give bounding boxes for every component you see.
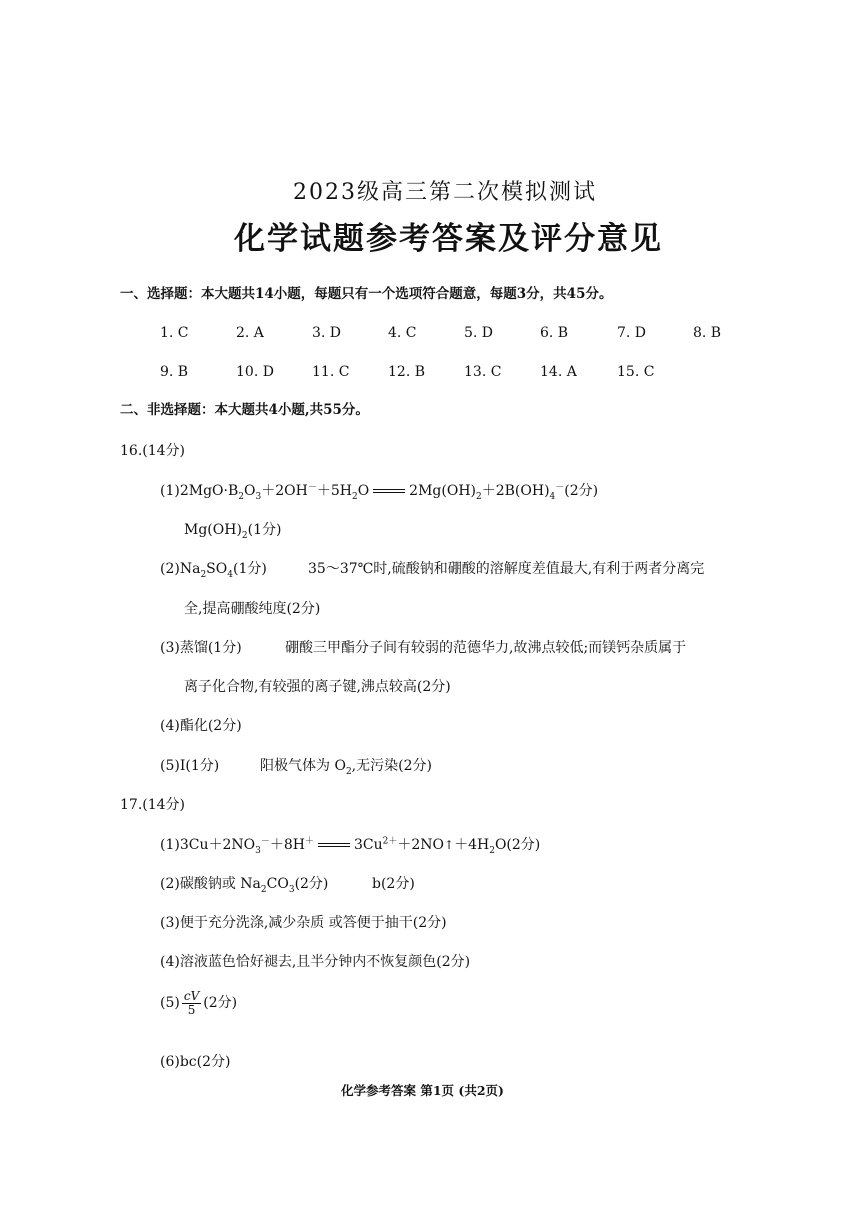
q17-part4: (4)溶液蓝色恰好褪去,且半分钟内不恢复颜色(2分) <box>160 954 471 970</box>
q16-label: 16.(14分) <box>120 443 186 459</box>
q17-p1-mid: ＋8H <box>269 837 305 853</box>
answers-row-1 <box>0 326 868 342</box>
q17-part2-b: b(2分) <box>372 876 415 892</box>
q16-p1-mid: B <box>227 483 239 499</box>
answer-item: 6. B <box>540 325 569 341</box>
q16-part1b: $Mg(OH)_2(1$分) <box>184 522 282 541</box>
answer-item: 15. C <box>617 364 655 380</box>
q17-p1-prefix: (1)3Cu＋2NO <box>160 837 256 853</box>
q16-p1-tail: 2Mg(OH) <box>409 483 476 499</box>
q17-part2: (2)碳酸钠或 $Na_2CO_3(2$分) <box>160 876 329 895</box>
answer-item: 14. A <box>540 364 577 380</box>
q17-p1-tail: 3Cu <box>354 837 383 853</box>
exam-title: 2023级高三第二次模拟测试 <box>293 180 597 205</box>
q16-part5: (5)I(1分) <box>160 758 220 774</box>
q17-p1-suffix: ＋4H <box>454 837 490 853</box>
reaction-sign <box>318 843 350 847</box>
answer-item: 4. C <box>388 325 417 341</box>
page-footer: 化学参考答案 第1页 (共2页) <box>341 1083 504 1098</box>
q16-part3-reason: 硼酸三甲酯分子间有较弱的范德华力,故沸点较低;而镁钙杂质属于 <box>285 640 687 656</box>
q16-p5-tail: ,无污染(2分) <box>351 758 432 774</box>
q17-part3: (3)便于充分洗涤,减少杂质 或答便于抽干(2分) <box>160 915 447 931</box>
section1-heading: 一、选择题：本大题共14小题，每题只有一个选项符合题意，每题3分，共45分。 <box>120 286 613 302</box>
q17-label: 17.(14分) <box>120 797 186 813</box>
answer-item: 1. C <box>160 325 189 341</box>
section2-heading: 二、非选择题：本大题共4小题,共55分。 <box>120 402 369 418</box>
q17-p2-score: (2分) <box>294 876 329 892</box>
q17-p5-suffix: (2分) <box>203 995 238 1012</box>
answer-item: 7. D <box>617 325 647 341</box>
q16-part1: $(1)2MgO\cdot B_2O_3+2OH^-+5H_2O$ $2Mg(OH)_2+2B(OH)_4^-(2$分) <box>160 482 599 502</box>
answer-item: 8. B <box>693 325 722 341</box>
answer-item: 9. B <box>160 364 189 380</box>
q16-part3: (3)蒸馏(1分) <box>160 640 242 656</box>
document-title: 化学试题参考答案及评分意见 <box>234 221 663 257</box>
q16-p1-suffix: (2分) <box>564 483 599 499</box>
answer-item: 2. A <box>236 325 264 341</box>
q16-p1b-score: (1分) <box>247 522 282 538</box>
q16-part3-cont: 离子化合物,有较强的离子键,沸点较高(2分) <box>184 679 451 695</box>
answer-item: 12. B <box>388 364 426 380</box>
answer-item: 5. D <box>464 325 494 341</box>
q16-p2-score: (1分) <box>232 561 267 577</box>
q16-part2: $(2)Na_2SO_4(1$分) <box>160 561 267 580</box>
q17-p1-end: O(2分) <box>494 837 541 853</box>
q16-part4: (4)酯化(2分) <box>160 718 242 734</box>
fraction-numerator: cV <box>183 989 200 1003</box>
q17-p2-text: (2)碳酸钠或 <box>160 876 236 892</box>
q16-p1-prefix: (1)2MgO <box>160 483 224 499</box>
q17-p5-prefix: (5) <box>160 995 180 1012</box>
q16-part2-cont: 全,提高硼酸纯度(2分) <box>184 601 321 617</box>
answer-item: 13. C <box>464 364 502 380</box>
fraction <box>182 990 201 1016</box>
answer-item: 11. C <box>312 364 350 380</box>
answers-row-2 <box>0 365 868 381</box>
q17-part5 <box>160 990 237 1016</box>
q17-part6: (6)bc(2分) <box>160 1054 231 1070</box>
gas-arrow-icon: ↑ <box>444 838 455 852</box>
q16-part2-reason: 35～37℃时,硫酸钠和硼酸的溶解度差值最大,有利于两者分离完 <box>308 561 705 577</box>
fraction-denominator: 5 <box>187 1002 196 1017</box>
equilibrium-sign <box>373 489 405 493</box>
q16-part5-reason: 阳极气体为 $O_2$,无污染(2分) <box>260 758 432 777</box>
answer-item: 3. D <box>312 325 342 341</box>
q17-part1: $(1)3Cu+2NO_3^-+8H^+$ $3Cu^{2+}+2NO↑+4H_2O(2$分) <box>160 836 541 856</box>
q16-p5-text: 阳极气体为 <box>260 758 330 774</box>
answer-item: 10. D <box>236 364 274 380</box>
